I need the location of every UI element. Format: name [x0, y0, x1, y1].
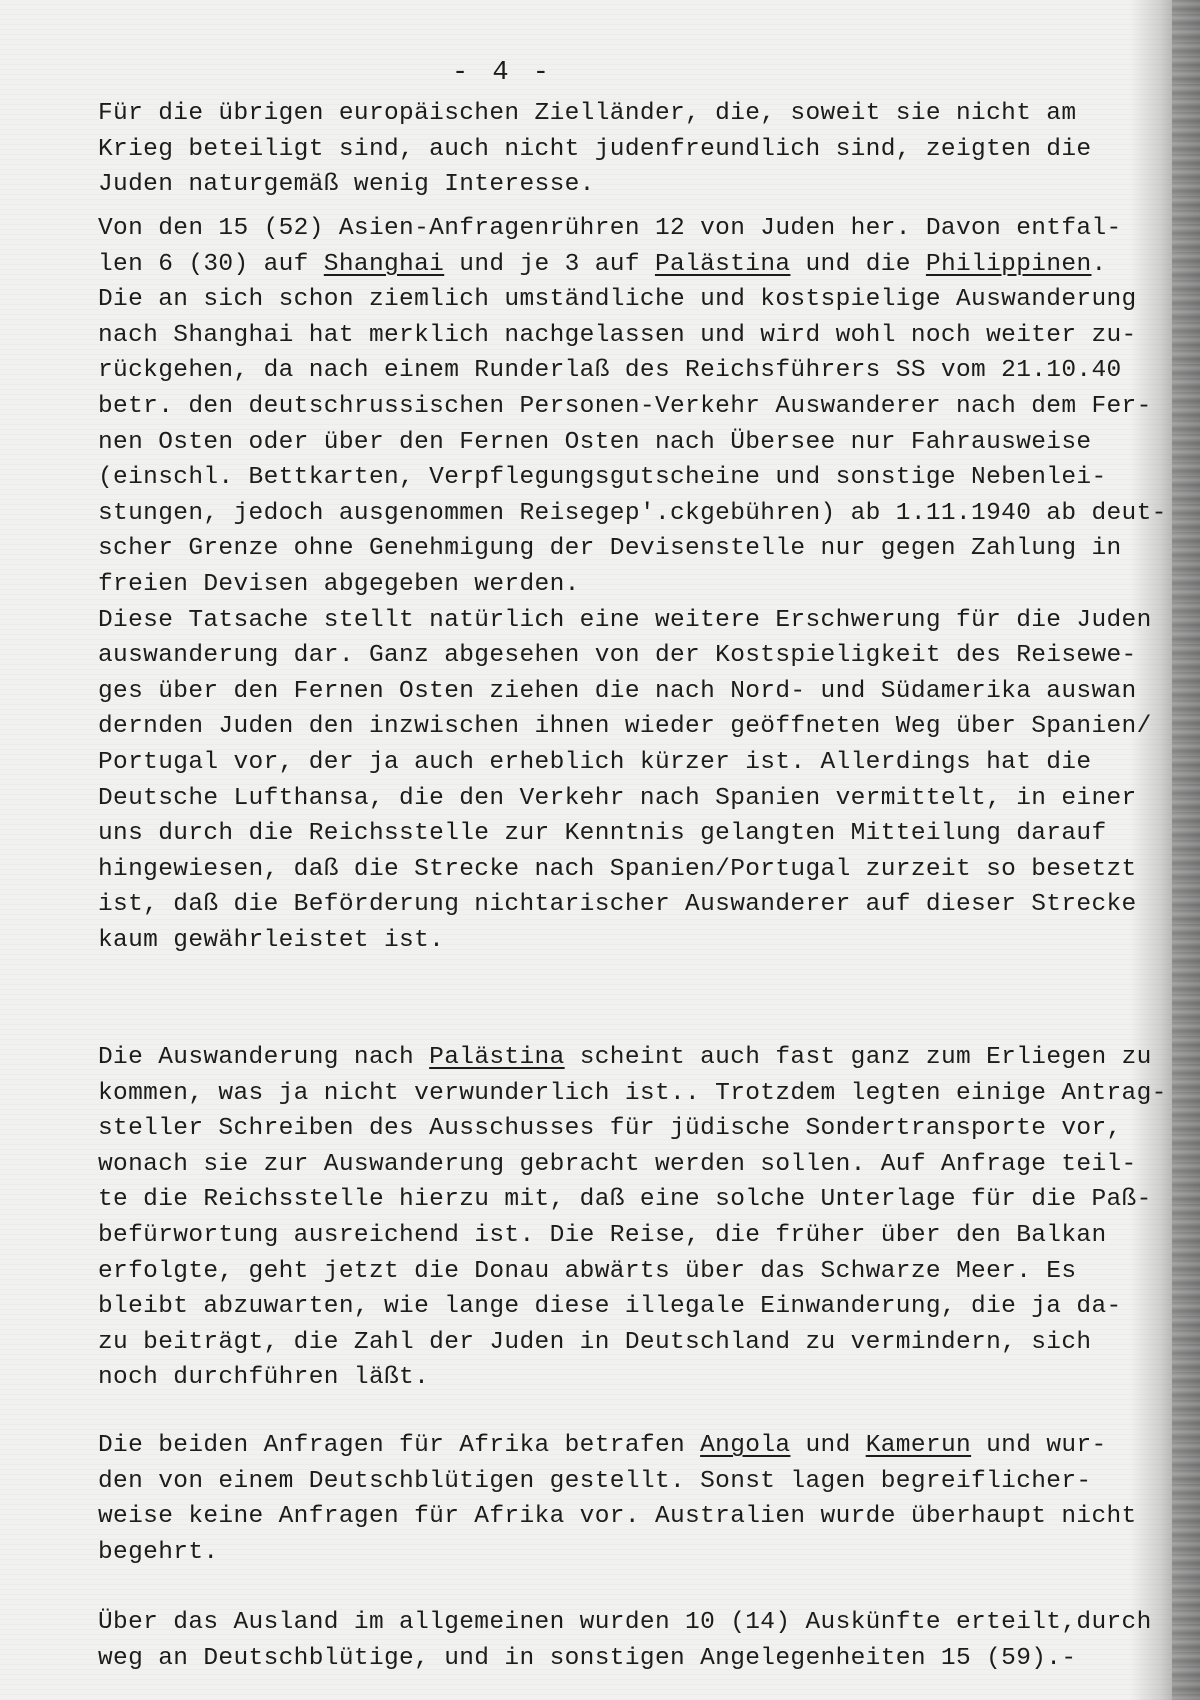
text-line: [98, 1464, 1183, 1500]
text-run: stungen, jedoch ausgenommen Reisegep'.ckgebühren) ab 1.11.1940 ab deut-: [98, 499, 1167, 527]
text-run: .: [1091, 250, 1107, 278]
text-line: [98, 1605, 1183, 1641]
text-run: steller Schreiben des Ausschusses für jüdische Sondertransporte vor,: [98, 1115, 1122, 1143]
text-run: und wur-: [971, 1432, 1107, 1459]
text-run: kommen, was ja nicht verwunderlich ist.. Trotzdem legten einige Antrag-: [98, 1079, 1167, 1107]
text-line: [98, 1325, 1183, 1361]
text-run: kaum gewährleistet ist.: [98, 926, 445, 954]
text-line: [98, 460, 1183, 496]
text-line: [98, 96, 1183, 132]
text-line: [98, 1254, 1183, 1290]
text-run: betr. den deutschrussischen Personen-Verkehr Auswanderer nach dem Fer-: [98, 392, 1152, 420]
text-run: Diese Tatsache stellt natürlich eine weitere Erschwerung für die Juden: [98, 606, 1152, 634]
text-line: [98, 318, 1183, 354]
text-line: [98, 425, 1183, 461]
text-line: [98, 1040, 1183, 1076]
text-run: Die beiden Anfragen für Afrika betrafen: [98, 1432, 701, 1459]
text-line: [98, 132, 1183, 168]
text-line: [98, 167, 1183, 203]
text-run: nen Osten oder über den Fernen Osten nach Übersee nur Fahrausweise: [98, 428, 1092, 456]
text-run: Von den 15 (52) Asien-Anfragenrühren 12 von Juden her. Davon entfal-: [98, 215, 1122, 242]
underlined-place-name: Palästina: [654, 250, 791, 278]
text-line: [98, 1289, 1183, 1325]
text-line: [98, 638, 1183, 674]
paragraph-asia: [98, 211, 1183, 958]
text-line: [98, 1111, 1183, 1147]
text-line: [98, 282, 1183, 318]
text-run: scher Grenze ohne Genehmigung der Devisenstelle nur gegen Zahlung in: [98, 535, 1122, 563]
text-line: [98, 923, 1183, 959]
text-line: [98, 353, 1183, 389]
text-run: len 6 (30) auf: [98, 250, 324, 278]
text-line: [98, 1182, 1183, 1218]
underlined-place-name: Kamerun: [865, 1432, 972, 1459]
text-run: (einschl. Bettkarten, Verpflegungsgutscheine und sonstige Nebenlei-: [98, 464, 1107, 492]
text-run: begehrt.: [98, 1538, 219, 1566]
text-run: und: [790, 1432, 866, 1459]
text-line: [98, 1076, 1183, 1112]
text-line: [98, 1499, 1183, 1535]
page-number: - 4 -: [452, 58, 554, 88]
text-line: [98, 887, 1183, 923]
text-run: Portugal vor, der ja auch erheblich kürzer ist. Allerdings hat die: [98, 748, 1092, 776]
text-line: [98, 211, 1183, 247]
text-run: auswanderung dar. Ganz abgesehen von der Kostspieligkeit des Reisewe-: [98, 642, 1137, 670]
text-line: [98, 1147, 1183, 1183]
text-run: uns durch die Reichsstelle zur Kenntnis gelangten Mitteilung darauf: [98, 820, 1107, 848]
paragraph-palestine: [98, 1040, 1183, 1396]
text-run: und je 3 auf: [444, 250, 655, 278]
paragraph-intro: [98, 96, 1183, 203]
text-run: Deutsche Lufthansa, die den Verkehr nach Spanien vermittelt, in einer: [98, 784, 1137, 812]
text-line: [98, 781, 1183, 817]
text-run: freien Devisen abgegeben werden.: [98, 570, 580, 598]
text-run: ist, daß die Beförderung nichtarischer Auswanderer auf dieser Strecke: [98, 891, 1137, 919]
text-run: ges über den Fernen Osten ziehen die nach Nord- und Südamerika auswan: [98, 677, 1137, 705]
text-line: [98, 745, 1183, 781]
text-run: befürwortung ausreichend ist. Die Reise, die früher über den Balkan: [98, 1221, 1107, 1249]
text-line: [98, 247, 1183, 283]
text-run: dernden Juden den inzwischen ihnen wieder geöffneten Weg über Spanien/: [98, 713, 1152, 741]
underlined-place-name: Palästina: [429, 1044, 565, 1071]
text-run: Die an sich schon ziemlich umständliche und kostspielige Auswanderung: [98, 286, 1137, 314]
text-line: [98, 496, 1183, 532]
text-run: Die Auswanderung nach: [98, 1044, 430, 1071]
text-line: [98, 1641, 1183, 1677]
text-line: [98, 1428, 1183, 1464]
text-run: Für die übrigen europäischen Zielländer, die, soweit sie nicht am: [98, 100, 1077, 127]
text-line: [98, 531, 1183, 567]
text-run: und die: [790, 250, 926, 278]
text-line: [98, 816, 1183, 852]
underlined-place-name: Philippinen: [925, 250, 1092, 278]
text-run: weise keine Anfragen für Afrika vor. Australien wurde überhaupt nicht: [98, 1503, 1137, 1531]
text-run: rückgehen, da nach einem Runderlaß des Reichsführers SS vom 21.10.40: [98, 357, 1122, 385]
paragraph-abroad: [98, 1605, 1183, 1676]
text-line: [98, 567, 1183, 603]
text-line: [98, 1218, 1183, 1254]
underlined-place-name: Shanghai: [323, 250, 445, 278]
text-line: [98, 709, 1183, 745]
text-run: te die Reichsstelle hierzu mit, daß eine solche Unterlage für die Paß-: [98, 1186, 1152, 1214]
text-run: Juden naturgemäß wenig Interesse.: [98, 171, 595, 199]
text-run: noch durchführen läßt.: [98, 1364, 430, 1392]
text-line: [98, 1360, 1183, 1396]
text-run: Krieg beteiligt sind, auch nicht judenfreundlich sind, zeigten die: [98, 135, 1092, 163]
text-run: erfolgte, geht jetzt die Donau abwärts über das Schwarze Meer. Es: [98, 1257, 1077, 1285]
text-run: wonach sie zur Auswanderung gebracht werden sollen. Auf Anfrage teil-: [98, 1150, 1137, 1178]
text-run: weg an Deutschblütige, und in sonstigen Angelegenheiten 15 (59).-: [98, 1644, 1077, 1672]
text-run: nach Shanghai hat merklich nachgelassen und wird wohl noch weiter zu-: [98, 321, 1137, 349]
text-run: den von einem Deutschblütigen gestellt. Sonst lagen begreiflicher-: [98, 1467, 1092, 1495]
paragraph-africa: [98, 1428, 1183, 1570]
text-line: [98, 1535, 1183, 1571]
text-run: scheint auch fast ganz zum Erliegen zu: [564, 1044, 1152, 1071]
text-run: zu beiträgt, die Zahl der Juden in Deutschland zu vermindern, sich: [98, 1328, 1092, 1356]
text-run: bleibt abzuwarten, wie lange diese illegale Einwanderung, die ja da-: [98, 1293, 1122, 1321]
text-line: [98, 852, 1183, 888]
text-line: [98, 674, 1183, 710]
text-line: [98, 603, 1183, 639]
text-line: [98, 389, 1183, 425]
text-run: hingewiesen, daß die Strecke nach Spanien/Portugal zurzeit so besetzt: [98, 855, 1137, 883]
underlined-place-name: Angola: [700, 1432, 791, 1459]
text-run: Über das Ausland im allgemeinen wurden 10 (14) Auskünfte erteilt,durch: [98, 1609, 1152, 1636]
